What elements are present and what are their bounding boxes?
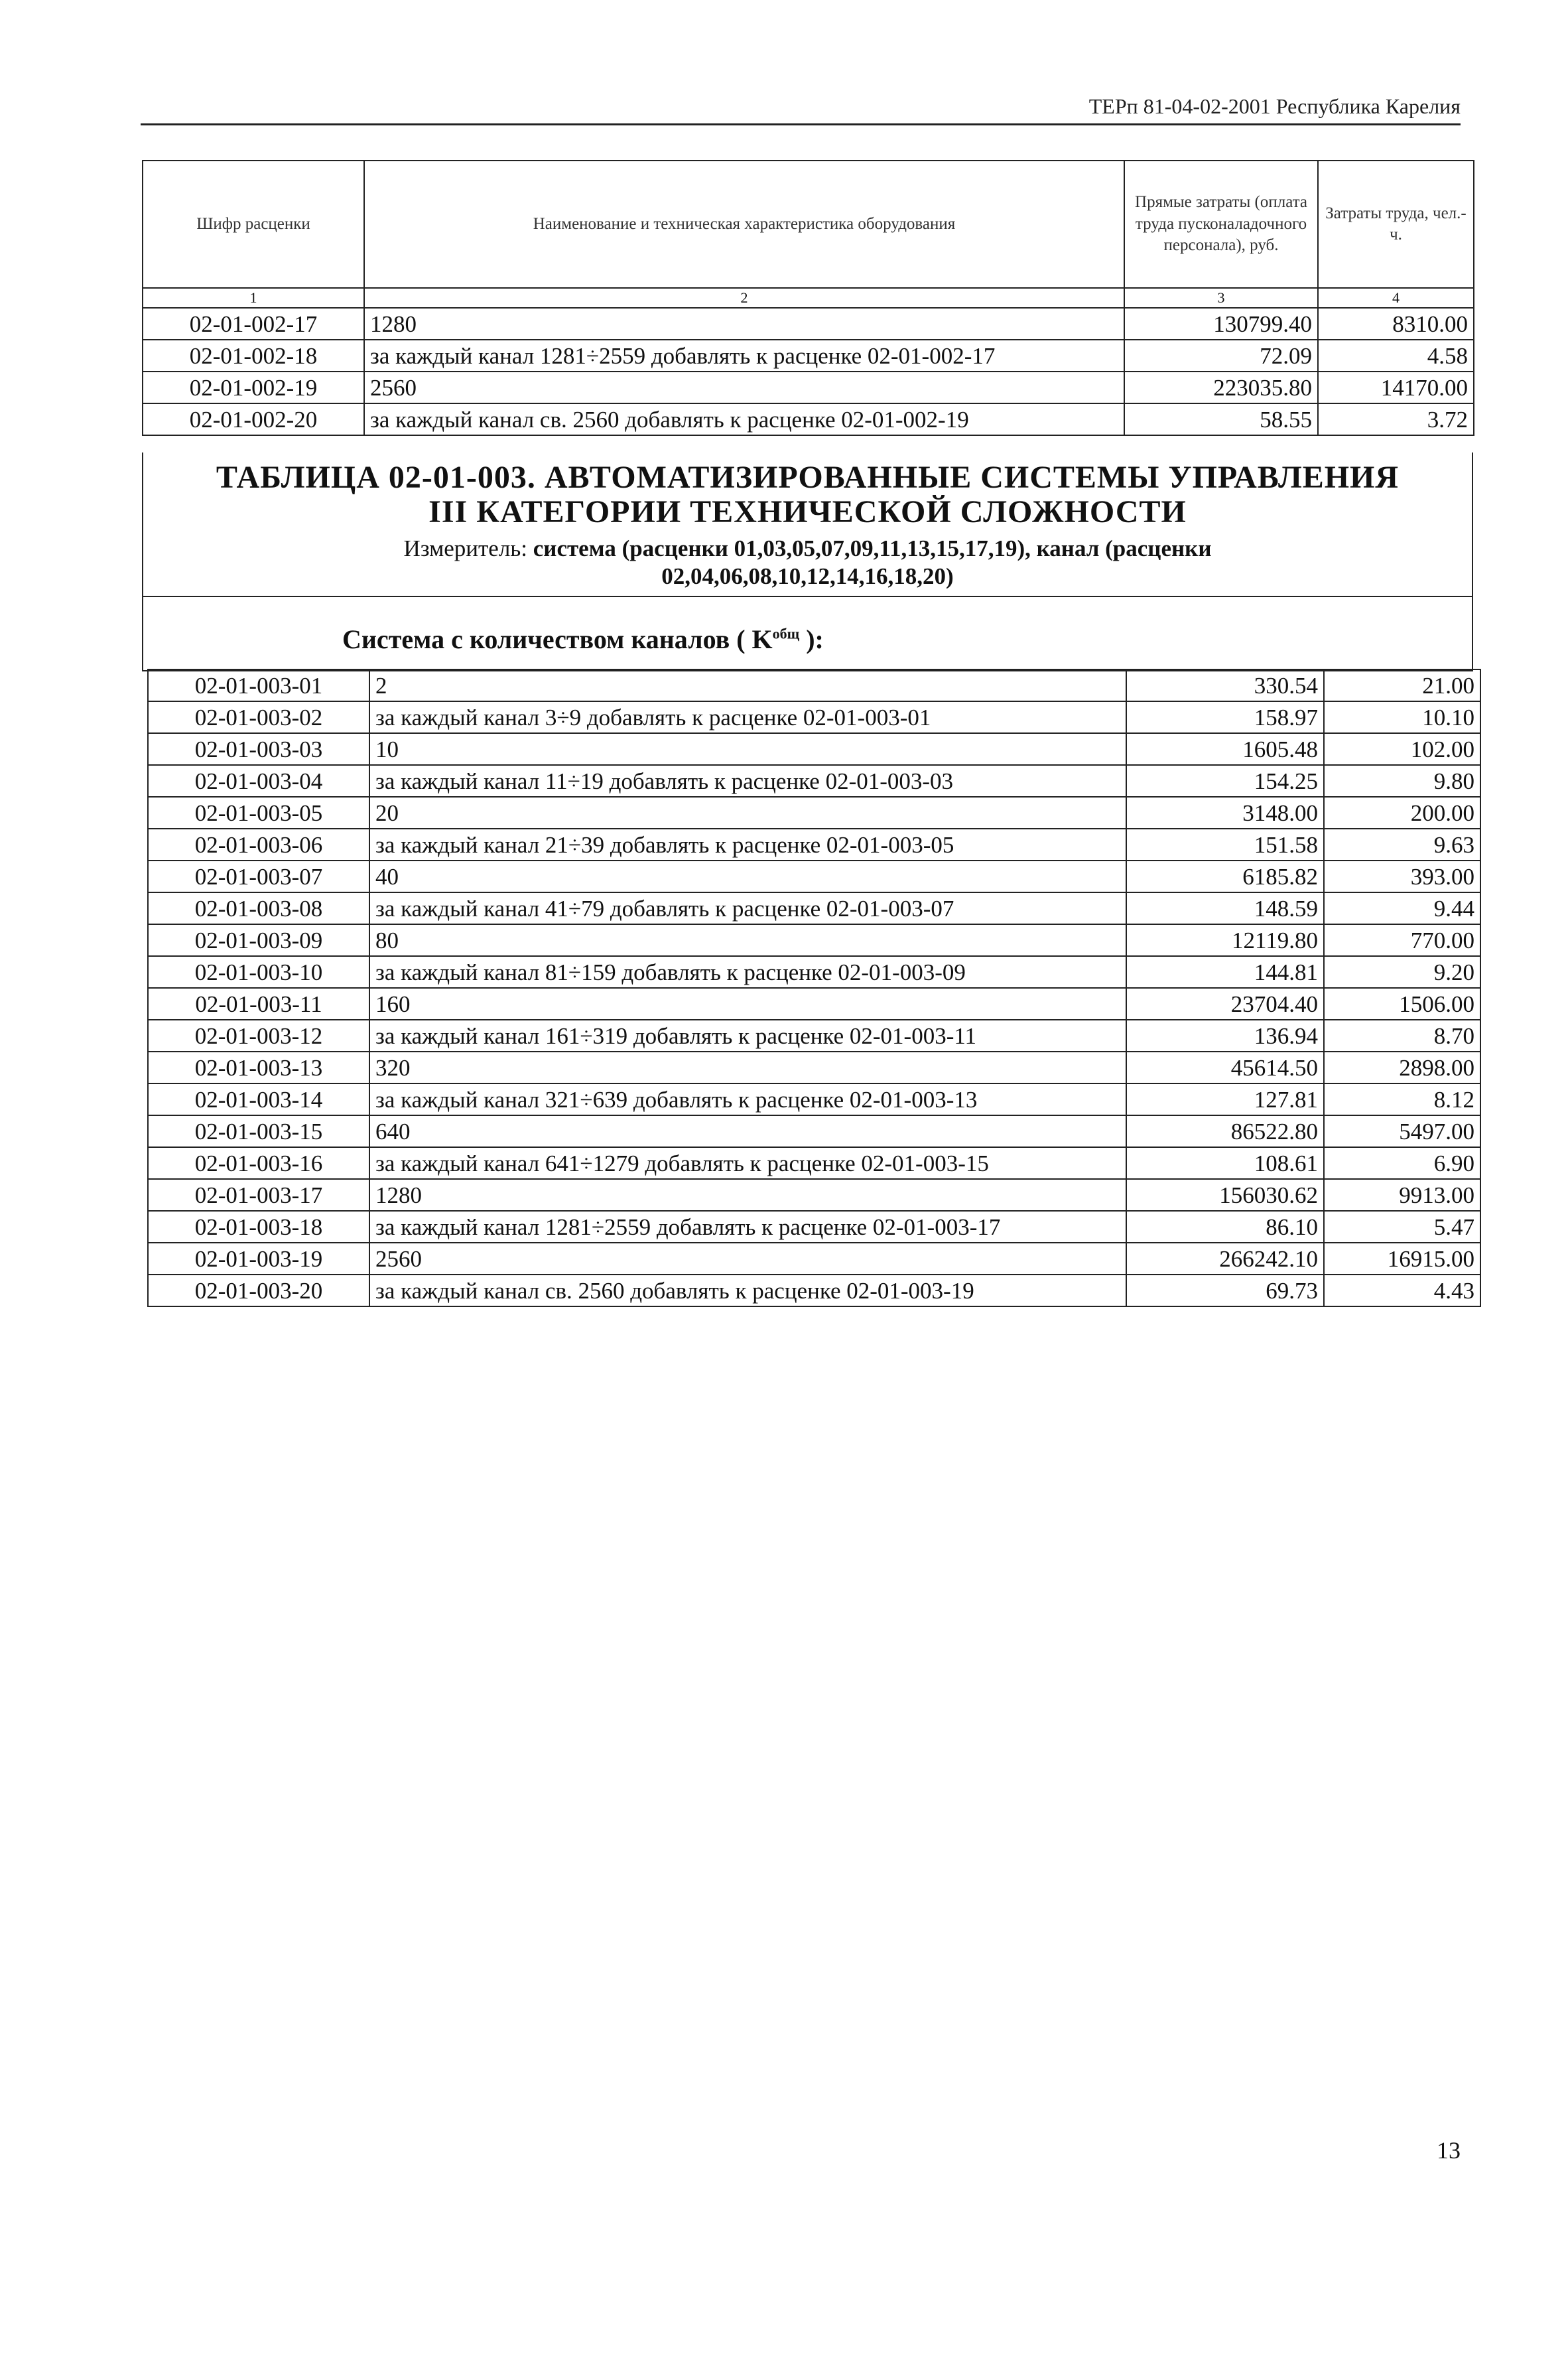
rate-labor: 8310.00	[1318, 308, 1474, 340]
rate-cost: 86.10	[1126, 1211, 1324, 1243]
system-k: K	[751, 624, 773, 654]
rate-code: 02-01-003-10	[148, 956, 369, 988]
rate-cost: 158.97	[1126, 701, 1324, 733]
rate-cost: 69.73	[1126, 1275, 1324, 1306]
rate-cost: 58.55	[1124, 403, 1318, 435]
column-number: 4	[1318, 288, 1474, 308]
rate-code: 02-01-003-05	[148, 797, 369, 829]
rate-labor: 3.72	[1318, 403, 1474, 435]
rate-description: 20	[369, 797, 1126, 829]
rate-cost: 72.09	[1124, 340, 1318, 372]
rate-labor: 14170.00	[1318, 372, 1474, 403]
rate-code: 02-01-002-20	[143, 403, 364, 435]
system-text: Система с количеством каналов (	[342, 624, 746, 654]
table-row	[148, 797, 1480, 829]
table-caption	[142, 452, 1473, 597]
column-number: 1	[143, 288, 364, 308]
table-row	[148, 956, 1480, 988]
rate-description: 80	[369, 924, 1126, 956]
rate-cost: 127.81	[1126, 1083, 1324, 1115]
rates-table-003	[147, 669, 1481, 1307]
table-row	[148, 701, 1480, 733]
rate-code: 02-01-003-14	[148, 1083, 369, 1115]
column-number: 2	[364, 288, 1124, 308]
rate-cost: 266242.10	[1126, 1243, 1324, 1275]
rate-code: 02-01-003-16	[148, 1147, 369, 1179]
rate-description: 640	[369, 1115, 1126, 1147]
rate-cost: 86522.80	[1126, 1115, 1324, 1147]
rate-labor: 9.80	[1324, 765, 1480, 797]
rate-code: 02-01-003-11	[148, 988, 369, 1020]
rate-code: 02-01-003-19	[148, 1243, 369, 1275]
rate-labor: 200.00	[1324, 797, 1480, 829]
rate-cost: 6185.82	[1126, 861, 1324, 892]
rate-cost: 154.25	[1126, 765, 1324, 797]
rate-code: 02-01-003-13	[148, 1052, 369, 1083]
rate-description: за каждый канал 641÷1279 добавлять к расценке 02-01-003-15	[369, 1147, 1126, 1179]
rate-description: 2560	[369, 1243, 1126, 1275]
rate-code: 02-01-003-03	[148, 733, 369, 765]
rate-labor: 6.90	[1324, 1147, 1480, 1179]
rate-cost: 23704.40	[1126, 988, 1324, 1020]
rate-description: за каждый канал св. 2560 добавлять к расценке 02-01-002-19	[364, 403, 1124, 435]
table-row	[148, 829, 1480, 861]
rate-labor: 102.00	[1324, 733, 1480, 765]
table-row	[143, 372, 1474, 403]
rate-description: 40	[369, 861, 1126, 892]
rate-labor: 770.00	[1324, 924, 1480, 956]
rate-description: 10	[369, 733, 1126, 765]
table-row	[148, 1083, 1480, 1115]
rate-cost: 330.54	[1126, 669, 1324, 701]
measure-label: Измеритель:	[403, 535, 527, 561]
table-row	[148, 669, 1480, 701]
rate-code: 02-01-003-02	[148, 701, 369, 733]
rate-code: 02-01-003-20	[148, 1275, 369, 1306]
table-row	[148, 861, 1480, 892]
rate-description: за каждый канал 21÷39 добавлять к расценке 02-01-003-05	[369, 829, 1126, 861]
header-code: Шифр расценки	[143, 161, 364, 288]
table-title-line1: ТАБЛИЦА 02-01-003. АВТОМАТИЗИРОВАННЫЕ СИСТЕМЫ УПРАВЛЕНИЯ	[216, 460, 1400, 495]
rate-labor: 5497.00	[1324, 1115, 1480, 1147]
rate-code: 02-01-002-18	[143, 340, 364, 372]
rate-labor: 1506.00	[1324, 988, 1480, 1020]
rate-description: за каждый канал 41÷79 добавлять к расценке 02-01-003-07	[369, 892, 1126, 924]
table-row	[143, 340, 1474, 372]
rate-description: 2	[369, 669, 1126, 701]
rate-cost: 148.59	[1126, 892, 1324, 924]
rate-cost: 156030.62	[1126, 1179, 1324, 1211]
rate-labor: 2898.00	[1324, 1052, 1480, 1083]
rows-body	[148, 669, 1480, 1306]
rate-cost: 144.81	[1126, 956, 1324, 988]
header-name: Наименование и техническая характеристика оборудования	[364, 161, 1124, 288]
measure-line1	[143, 535, 1472, 563]
rate-code: 02-01-003-09	[148, 924, 369, 956]
table-row	[148, 733, 1480, 765]
rate-description: за каждый канал 81÷159 добавлять к расценке 02-01-003-09	[369, 956, 1126, 988]
rate-labor: 393.00	[1324, 861, 1480, 892]
page-header	[141, 92, 1461, 125]
table-row	[148, 1275, 1480, 1306]
rate-labor: 9.63	[1324, 829, 1480, 861]
rate-code: 02-01-003-01	[148, 669, 369, 701]
table-row	[143, 403, 1474, 435]
table-title-line2: III КАТЕГОРИИ ТЕХНИЧЕСКОЙ СЛОЖНОСТИ	[428, 494, 1187, 529]
table-row	[148, 1179, 1480, 1211]
rate-labor: 9913.00	[1324, 1179, 1480, 1211]
rate-cost: 130799.40	[1124, 308, 1318, 340]
rate-description: за каждый канал 1281÷2559 добавлять к расценке 02-01-002-17	[364, 340, 1124, 372]
rate-code: 02-01-003-15	[148, 1115, 369, 1147]
rate-code: 02-01-002-19	[143, 372, 364, 403]
rate-description: 2560	[364, 372, 1124, 403]
rate-labor: 9.20	[1324, 956, 1480, 988]
rate-description: 1280	[369, 1179, 1126, 1211]
rate-description: за каждый канал 11÷19 добавлять к расценке 02-01-003-03	[369, 765, 1126, 797]
column-number-row	[143, 288, 1474, 308]
column-number: 3	[1124, 288, 1318, 308]
table-header-row	[143, 161, 1474, 288]
system-subheader	[142, 596, 1473, 671]
table-row	[148, 1147, 1480, 1179]
rate-description: за каждый канал 161÷319 добавлять к расценке 02-01-003-11	[369, 1020, 1126, 1052]
rate-code: 02-01-002-17	[143, 308, 364, 340]
rate-cost: 1605.48	[1126, 733, 1324, 765]
rate-labor: 8.70	[1324, 1020, 1480, 1052]
rates-table-top	[142, 160, 1474, 436]
system-tail: ):	[806, 624, 824, 654]
rate-code: 02-01-003-07	[148, 861, 369, 892]
table-row	[143, 308, 1474, 340]
table-row	[148, 924, 1480, 956]
rate-description: 160	[369, 988, 1126, 1020]
rate-description: за каждый канал 3÷9 добавлять к расценке 02-01-003-01	[369, 701, 1126, 733]
system-label	[342, 624, 824, 655]
table-row	[148, 1211, 1480, 1243]
system-k-sup: общ	[772, 625, 800, 642]
table-row	[148, 988, 1480, 1020]
rate-description: за каждый канал 321÷639 добавлять к расценке 02-01-003-13	[369, 1083, 1126, 1115]
rate-labor: 4.58	[1318, 340, 1474, 372]
rate-code: 02-01-003-18	[148, 1211, 369, 1243]
rate-labor: 8.12	[1324, 1083, 1480, 1115]
table-row	[148, 892, 1480, 924]
rate-labor: 9.44	[1324, 892, 1480, 924]
rate-code: 02-01-003-06	[148, 829, 369, 861]
rate-cost: 108.61	[1126, 1147, 1324, 1179]
header-labor: Затраты труда, чел.-ч.	[1318, 161, 1474, 288]
measure-line2	[143, 563, 1472, 591]
rate-cost: 151.58	[1126, 829, 1324, 861]
rate-description: 1280	[364, 308, 1124, 340]
rate-labor: 5.47	[1324, 1211, 1480, 1243]
table-row	[148, 1020, 1480, 1052]
rate-cost: 3148.00	[1126, 797, 1324, 829]
rate-labor: 16915.00	[1324, 1243, 1480, 1275]
table-row	[148, 1243, 1480, 1275]
rate-code: 02-01-003-17	[148, 1179, 369, 1211]
rate-code: 02-01-003-12	[148, 1020, 369, 1052]
table-row	[148, 1115, 1480, 1147]
rate-labor: 10.10	[1324, 701, 1480, 733]
measure-text: система (расценки 01,03,05,07,09,11,13,15,17,19), канал (расценки	[533, 535, 1212, 561]
measure-text-cont: 02,04,06,08,10,12,14,16,18,20)	[661, 563, 954, 589]
rate-code: 02-01-003-08	[148, 892, 369, 924]
document-title: ТЕРп 81-04-02-2001 Республика Карелия	[1088, 94, 1461, 118]
rate-description: за каждый канал 1281÷2559 добавлять к расценке 02-01-003-17	[369, 1211, 1126, 1243]
header-cost: Прямые затраты (оплата труда пусконаладочного персонала), руб.	[1124, 161, 1318, 288]
rate-code: 02-01-003-04	[148, 765, 369, 797]
rate-labor: 21.00	[1324, 669, 1480, 701]
table-row	[148, 765, 1480, 797]
rate-description: за каждый канал св. 2560 добавлять к расценке 02-01-003-19	[369, 1275, 1126, 1306]
page-number: 13	[1437, 2137, 1461, 2164]
rate-cost: 136.94	[1126, 1020, 1324, 1052]
rate-cost: 223035.80	[1124, 372, 1318, 403]
rate-labor: 4.43	[1324, 1275, 1480, 1306]
rate-cost: 12119.80	[1126, 924, 1324, 956]
table-row	[148, 1052, 1480, 1083]
rate-description: 320	[369, 1052, 1126, 1083]
rate-cost: 45614.50	[1126, 1052, 1324, 1083]
